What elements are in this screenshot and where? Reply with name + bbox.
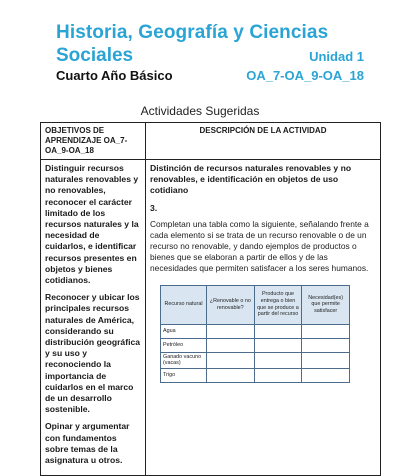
activity-number: 3. xyxy=(150,202,158,213)
oa-codes: OA_7-OA_9-OA_18 xyxy=(246,68,364,83)
resource-cell: Agua xyxy=(161,324,207,338)
empty-cell[interactable] xyxy=(254,324,302,338)
resource-cell: Ganado vacuno (vacas) xyxy=(161,352,207,368)
grade-label: Cuarto Año Básico xyxy=(56,68,173,83)
empty-cell[interactable] xyxy=(302,368,350,382)
empty-cell[interactable] xyxy=(207,324,255,338)
empty-cell[interactable] xyxy=(302,352,350,368)
objectives-header: OBJETIVOS DE APRENDIZAJE OA_7-OA_9-OA_18 xyxy=(41,123,146,160)
need-header: Necesidad(es) que permite satisfacer xyxy=(302,285,350,324)
objective-item: Distinguir recursos naturales renovables y no renovables, reconocer el carácter limitado de los recursos naturales y la necesidad de cuidarlos, e identificar recursos presentes en objetos y bienes cotidianos. xyxy=(45,163,139,286)
resource-header: Recurso natural xyxy=(161,285,207,324)
table-row xyxy=(161,324,350,338)
table-row xyxy=(161,338,350,352)
objective-item: Opinar y argumentar con fundamentos sobre temas de la asignatura u otros. xyxy=(45,421,130,466)
subject-title-line1: Historia, Geografía y Ciencias xyxy=(56,22,329,43)
empty-cell[interactable] xyxy=(207,368,255,382)
empty-cell[interactable] xyxy=(302,324,350,338)
description-cell xyxy=(146,160,381,476)
empty-cell[interactable] xyxy=(302,338,350,352)
page-header xyxy=(56,22,376,83)
resource-table xyxy=(160,285,350,383)
activity-title: Distinción de recursos naturales renovables y no renovables, e identificación en objetos de uso cotidiano xyxy=(150,163,352,196)
objectives-cell xyxy=(41,160,146,476)
description-header: DESCRIPCIÓN DE LA ACTIVIDAD xyxy=(146,123,381,160)
empty-cell[interactable] xyxy=(254,368,302,382)
empty-cell[interactable] xyxy=(254,352,302,368)
empty-cell[interactable] xyxy=(207,352,255,368)
resource-cell: Trigo xyxy=(161,368,207,382)
resource-cell: Petróleo xyxy=(161,338,207,352)
subject-title-line2: Sociales xyxy=(56,45,134,66)
section-title: Actividades Sugeridas xyxy=(140,104,260,118)
activity-body: Completan una tabla como la siguiente, señalando frente a cada elemento si se trata de un recurso renovable o de un recurso no renovable, y dando ejemplos de productos o bienes que se elaboran a partir de ellos y de las necesidades que permiten satisfacer a los seres humanos. xyxy=(150,218,369,274)
renewable-header: ¿Renovable o no renovable? xyxy=(207,285,255,324)
activities-table xyxy=(40,122,381,476)
empty-cell[interactable] xyxy=(254,338,302,352)
table-row xyxy=(161,368,350,382)
unit-label: Unidad 1 xyxy=(309,49,364,64)
empty-cell[interactable] xyxy=(207,338,255,352)
table-row xyxy=(161,352,350,368)
product-header: Producto que entrega o bien que se produce a partir del recurso xyxy=(254,285,302,324)
objective-item: Reconocer y ubicar los principales recursos naturales de América, considerando su distribución geográfica y su uso y reconociendo la importancia de cuidarlos en el marco de un desarrollo sostenible. xyxy=(45,292,141,415)
